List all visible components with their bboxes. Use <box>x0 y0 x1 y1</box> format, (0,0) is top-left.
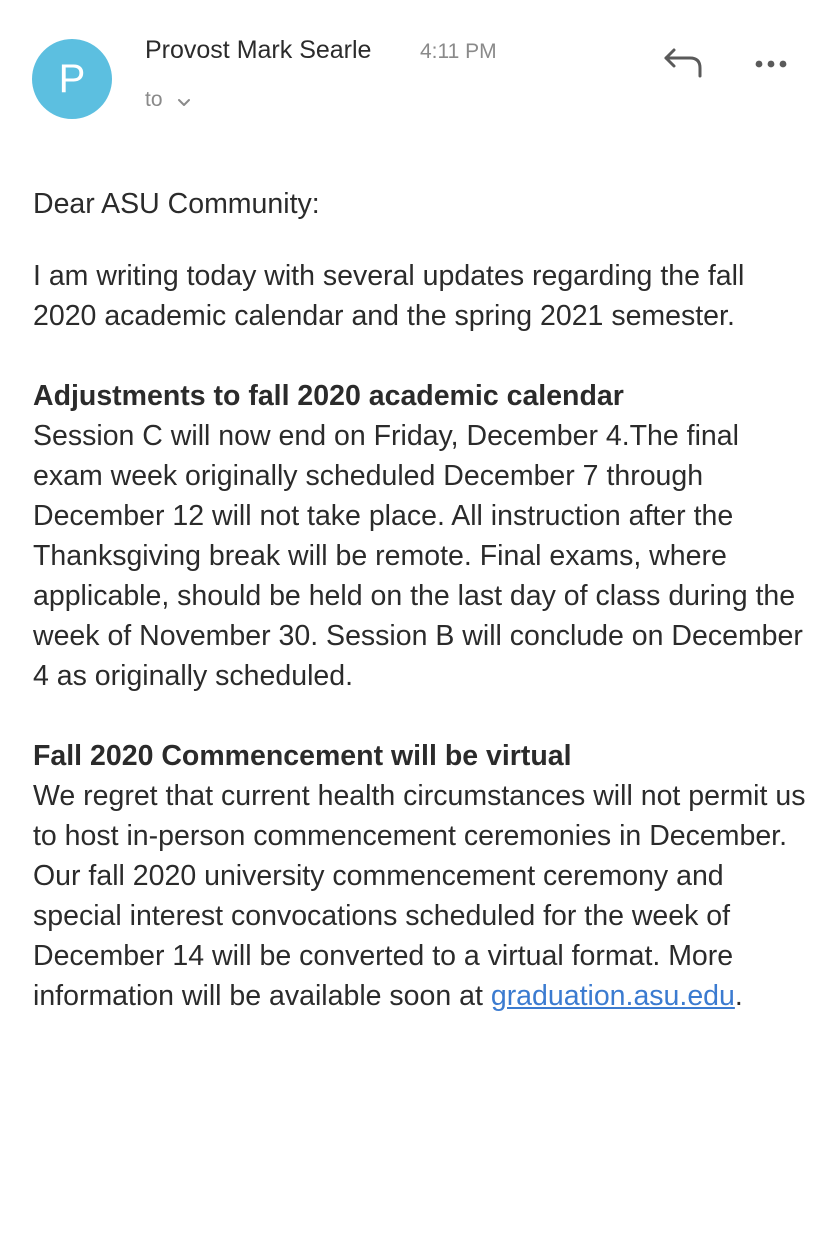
more-options-button[interactable] <box>748 48 794 78</box>
reply-icon <box>660 40 708 84</box>
sent-time: 4:11 PM <box>420 40 497 63</box>
chevron-down-icon <box>177 95 191 105</box>
sender-avatar[interactable]: P <box>32 39 112 119</box>
recipients-toggle[interactable] <box>145 86 191 114</box>
graduation-link[interactable]: graduation.asu.edu <box>490 980 735 1012</box>
commencement-text: We regret that current health circumstances will not permit us to host in-person commencement ceremonies in December. Our fall 2020 university commencement ceremony and special interest convocations scheduled for the week of December 14 will be converted to a virtual format. More information will be available soon at <box>33 780 806 1012</box>
more-options-icon <box>748 48 794 78</box>
section-heading-calendar: Adjustments to fall 2020 academic calendar <box>33 380 624 412</box>
section-heading-commencement: Fall 2020 Commencement will be virtual <box>33 740 572 772</box>
reply-button[interactable] <box>660 40 708 84</box>
email-header <box>0 0 828 140</box>
section-body-commencement <box>33 776 813 1016</box>
section-body-calendar: Session C will now end on Friday, December 4.The final exam week originally scheduled December 7 through December 12 will not take place. All instruction after the Thanksgiving break will be remote. Final exams, where applicable, should be held on the last day of class during the week of November 30. Session B will conclude on December 4 as originally scheduled. <box>33 420 803 692</box>
commencement-end: . <box>734 980 743 1012</box>
intro-paragraph: I am writing today with several updates regarding the fall 2020 academic calendar and the spring 2021 semester. <box>33 260 745 332</box>
sender-name[interactable]: Provost Mark Searle <box>145 36 372 64</box>
email-body <box>33 184 813 1016</box>
to-label: to <box>145 88 163 111</box>
greeting: Dear ASU Community: <box>33 188 320 220</box>
